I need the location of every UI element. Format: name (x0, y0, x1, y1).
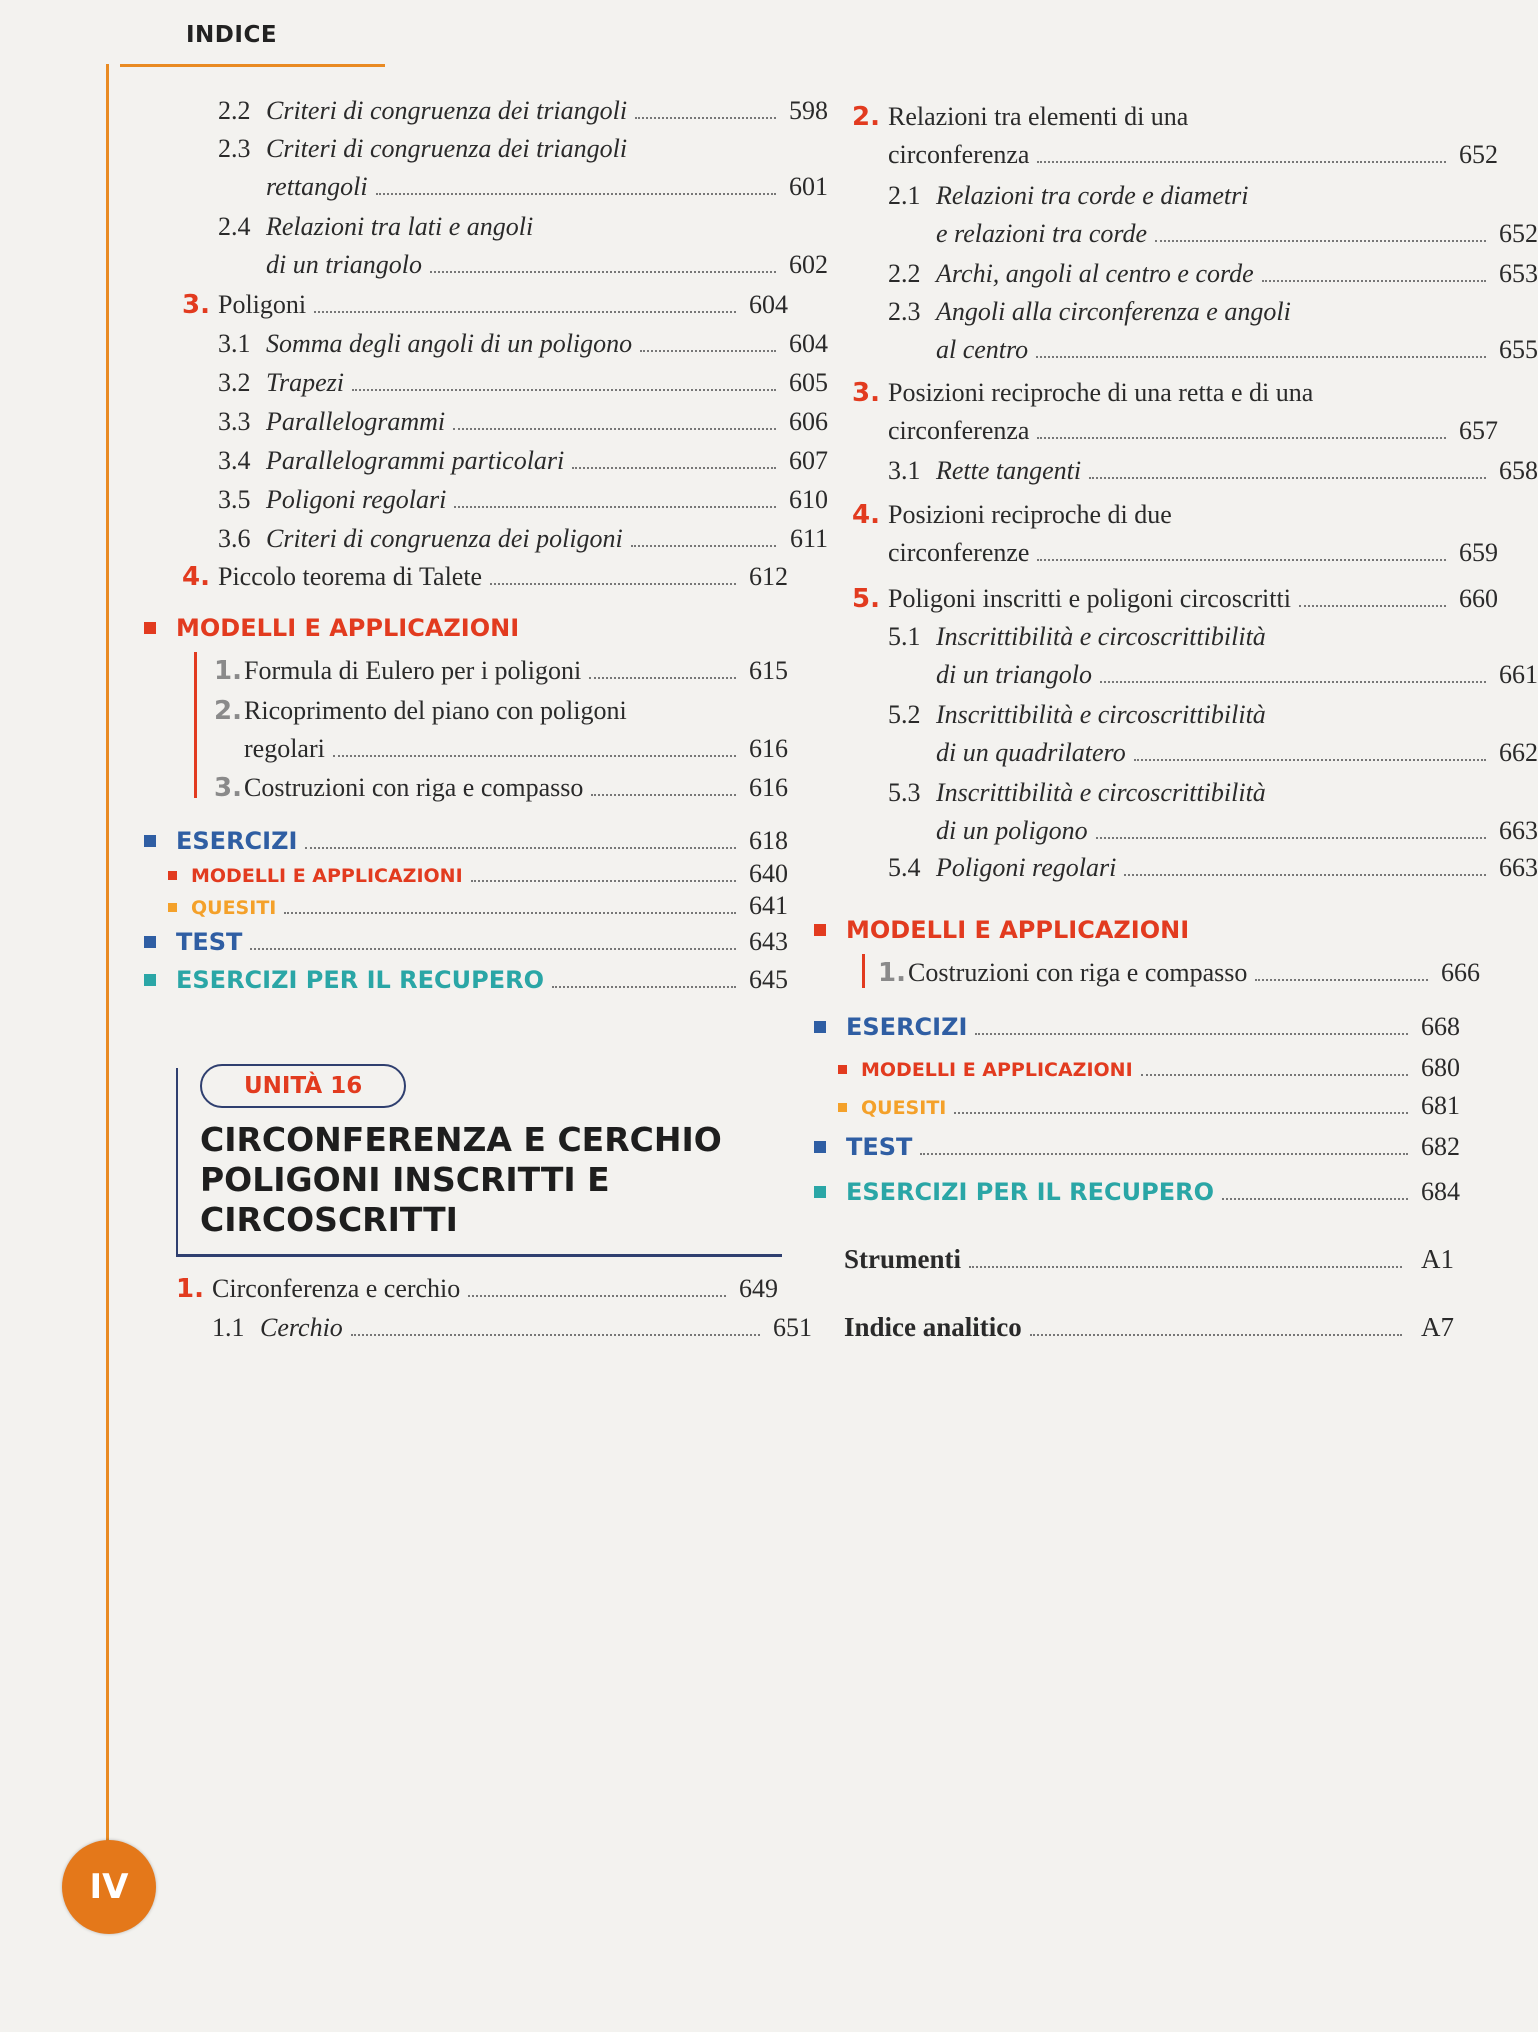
entry-title-cont: e relazioni tra corde (936, 219, 1148, 248)
toc-entry-indice-analitico[interactable] (844, 1312, 1454, 1344)
page-number: 598 (789, 96, 828, 125)
toc-entry[interactable]: 1. Formula di Eulero per i poligoni 615 (178, 652, 788, 690)
entry-title: Archi, angoli al centro e corde (936, 259, 1254, 288)
entry-title-cont: al centro (936, 335, 1029, 364)
page-number: 640 (749, 859, 788, 888)
red-square-icon (838, 1065, 847, 1074)
entry-title: Inscrittibilità e circoscrittibilità (936, 778, 1266, 807)
entry-title: Costruzioni con riga e compasso (908, 958, 1248, 987)
toc-entry-strumenti[interactable] (844, 1244, 1454, 1276)
toc-entry[interactable]: 5. Poligoni inscritti e poligoni circoscritti 660 (888, 580, 1498, 618)
entry-title: Somma degli angoli di un poligono (266, 329, 633, 358)
entry-title-cont: di un triangolo (936, 660, 1093, 689)
entry-title: Criteri di congruenza dei triangoli (266, 96, 628, 125)
unit-title (200, 1120, 760, 1240)
entry-title-cont: regolari (244, 734, 325, 763)
toc-entry[interactable]: 1. Costruzioni con riga e compasso 666 (842, 954, 1480, 992)
page-number: 604 (789, 329, 828, 358)
blue-square-icon (144, 936, 156, 948)
red-square-icon (814, 924, 826, 936)
toc-entry[interactable]: 1.1 Cerchio 651 (178, 1309, 812, 1347)
entry-title: Inscrittibilità e circoscrittibilità (936, 622, 1266, 651)
toc-entry[interactable]: 3.4 Parallelogrammi particolari 607 (178, 442, 828, 480)
toc-entry[interactable]: 3. Costruzioni con riga e compasso 616 (178, 769, 788, 807)
entry-title: Costruzioni con riga e compasso (244, 773, 584, 802)
entry-title: Posizioni reciproche di una retta e di una (888, 378, 1314, 407)
blue-square-icon (814, 1141, 826, 1153)
page-number: 661 (1499, 660, 1538, 689)
page-number: 681 (1421, 1091, 1460, 1120)
page-number: 606 (789, 407, 828, 436)
page-number: 607 (789, 446, 828, 475)
entry-title-cont: circonferenze (888, 538, 1030, 567)
page-number: 660 (1459, 584, 1498, 613)
entry-title: Circonferenza e cerchio (212, 1274, 461, 1303)
unit-title-line: CIRCONFERENZA E CERCHIO (200, 1120, 722, 1159)
toc-entry[interactable]: 1. Circonferenza e cerchio 649 (212, 1270, 778, 1308)
entry-title: Poligoni regolari (936, 853, 1117, 882)
entry-title-cont: rettangoli (266, 172, 368, 201)
blue-square-icon (814, 1021, 826, 1033)
entry-title: Trapezi (266, 368, 345, 397)
toc-entry[interactable]: 2.1 Relazioni tra corde e diametri e relazioni tra corde 652 (848, 177, 1538, 253)
section-esercizi[interactable]: ESERCIZI 668 (814, 1010, 1460, 1044)
entry-title: Posizioni reciproche di due (888, 500, 1172, 529)
page-number: 618 (749, 826, 788, 855)
header-rule (120, 64, 385, 67)
section-esercizi[interactable]: ESERCIZI 618 (144, 824, 788, 858)
entry-title: Piccolo teorema di Talete (218, 562, 483, 591)
page-number: 604 (749, 290, 788, 319)
toc-entry[interactable]: 2.2 Archi, angoli al centro e corde 653 (848, 255, 1538, 293)
entry-title: Angoli alla circonferenza e angoli (936, 297, 1291, 326)
entry-title: Formula di Eulero per i poligoni (244, 656, 582, 685)
entry-title: Parallelogrammi (266, 407, 446, 436)
toc-entry[interactable]: 3. Poligoni 604 (218, 286, 788, 324)
toc-entry[interactable]: 5.3 Inscrittibilità e circoscrittibilità di un poligono 663 (848, 774, 1538, 850)
entry-title: Relazioni tra elementi di una (888, 102, 1189, 131)
page-number: 643 (749, 927, 788, 956)
section-models-heading[interactable]: MODELLI E APPLICAZIONI (814, 913, 1189, 947)
entry-title: Relazioni tra corde e diametri (936, 181, 1249, 210)
page-number: 682 (1421, 1132, 1460, 1161)
entry-title-cont: di un poligono (936, 816, 1088, 845)
page-number: 602 (789, 250, 828, 279)
page-number: 658 (1499, 456, 1538, 485)
unit-label: UNITÀ 16 (200, 1064, 406, 1108)
red-square-icon (144, 622, 156, 634)
page-number: 659 (1459, 538, 1498, 567)
entry-title: Poligoni (218, 290, 307, 319)
entry-title-cont: di un quadrilatero (936, 738, 1126, 767)
entry-title: Criteri di congruenza dei poligoni (266, 524, 623, 553)
entry-title: Poligoni regolari (266, 485, 447, 514)
toc-entry[interactable]: 3.2 Trapezi 605 (178, 364, 828, 402)
page-number: 616 (749, 773, 788, 802)
page-number: 653 (1499, 259, 1538, 288)
entry-title: Relazioni tra lati e angoli (266, 212, 534, 241)
yellow-square-icon (168, 903, 177, 912)
page-number: 666 (1441, 958, 1480, 987)
toc-entry[interactable]: 2.3 Angoli alla circonferenza e angoli al centro 655 (848, 293, 1538, 369)
toc-entry[interactable]: 3. Posizioni reciproche di una retta e di una circonferenza 657 (888, 374, 1498, 450)
toc-entry[interactable]: 4. Piccolo teorema di Talete 612 (218, 558, 788, 596)
teal-square-icon (814, 1186, 826, 1198)
toc-entry[interactable]: 2. Ricoprimento del piano con poligoni regolari 616 (178, 692, 788, 768)
section-quesiti[interactable]: QUESITI 641 (168, 889, 788, 925)
page-number-badge: IV (62, 1840, 156, 1934)
toc-entry[interactable]: 3.6 Criteri di congruenza dei poligoni 611 (178, 520, 828, 558)
page-number: A1 (1421, 1244, 1454, 1274)
toc-entry[interactable]: 2.4 Relazioni tra lati e angoli di un triangolo 602 (178, 208, 828, 284)
page-number: 662 (1499, 738, 1538, 767)
entry-title: Strumenti (844, 1244, 961, 1274)
section-recupero[interactable]: ESERCIZI PER IL RECUPERO 645 (144, 963, 788, 997)
entry-title: Criteri di congruenza dei triangoli (266, 134, 628, 163)
toc-entry[interactable]: 4. Posizioni reciproche di due circonferenze 659 (888, 496, 1498, 572)
blue-square-icon (144, 835, 156, 847)
page-number: 641 (749, 891, 788, 920)
yellow-square-icon (838, 1103, 847, 1112)
page-number: 680 (1421, 1053, 1460, 1082)
entry-title: Indice analitico (844, 1312, 1022, 1342)
section-quesiti[interactable]: QUESITI 681 (838, 1089, 1460, 1125)
section-test[interactable]: TEST 643 (144, 925, 788, 959)
section-modelli[interactable]: MODELLI E APPLICAZIONI 640 (168, 857, 788, 893)
page-number: 615 (749, 656, 788, 685)
section-recupero[interactable]: ESERCIZI PER IL RECUPERO 684 (814, 1175, 1460, 1209)
toc-entry[interactable]: 2. Relazioni tra elementi di una circonferenza 652 (888, 98, 1498, 174)
page-number: A7 (1421, 1312, 1454, 1342)
page-number: 655 (1499, 335, 1538, 364)
page-number: 612 (749, 562, 788, 591)
page-number: 645 (749, 965, 788, 994)
section-models-heading[interactable]: MODELLI E APPLICAZIONI (144, 611, 519, 645)
page-number: 663 (1499, 853, 1538, 882)
toc-entry[interactable]: 5.1 Inscrittibilità e circoscrittibilità di un triangolo 661 (848, 618, 1538, 694)
toc-entry[interactable]: 3.1 Somma degli angoli di un poligono 604 (178, 325, 828, 363)
entry-title-cont: circonferenza (888, 140, 1030, 169)
toc-entry[interactable]: 2.2 Criteri di congruenza dei triangoli 598 (178, 92, 828, 130)
page-number: 657 (1459, 416, 1498, 445)
red-square-icon (168, 871, 177, 880)
page-number: 668 (1421, 1012, 1460, 1041)
margin-rule (106, 64, 109, 1869)
page-number: 663 (1499, 816, 1538, 845)
entry-title: Parallelogrammi particolari (266, 446, 565, 475)
page-number: 651 (773, 1313, 812, 1342)
toc-entry[interactable]: 3.1 Rette tangenti 658 (848, 452, 1538, 490)
toc-entry[interactable]: 5.4 Poligoni regolari 663 (848, 849, 1538, 887)
page-number: 649 (739, 1274, 778, 1303)
section-modelli[interactable]: MODELLI E APPLICAZIONI 680 (838, 1051, 1460, 1087)
page-number: 611 (789, 524, 828, 553)
unit-title-line: POLIGONI INSCRITTI E (200, 1160, 610, 1199)
page-number: 684 (1421, 1177, 1460, 1206)
page-number: 616 (749, 734, 788, 763)
entry-title-cont: circonferenza (888, 416, 1030, 445)
page-number: 610 (789, 485, 828, 514)
page-number: 652 (1459, 140, 1498, 169)
toc-entry[interactable]: 3.5 Poligoni regolari 610 (178, 481, 828, 519)
entry-title: Poligoni inscritti e poligoni circoscritti (888, 584, 1291, 613)
toc-entry[interactable]: 3.3 Parallelogrammi 606 (178, 403, 828, 441)
page-header-title: INDICE (186, 22, 278, 48)
teal-square-icon (144, 974, 156, 986)
entry-title: Inscrittibilità e circoscrittibilità (936, 700, 1266, 729)
toc-entry[interactable]: 2.3 Criteri di congruenza dei triangoli rettangoli 601 (178, 130, 828, 206)
entry-title: Cerchio (260, 1313, 343, 1342)
page-number: 601 (789, 172, 828, 201)
entry-title-cont: di un triangolo (266, 250, 423, 279)
entry-title: Rette tangenti (936, 456, 1082, 485)
entry-title: Ricoprimento del piano con poligoni (244, 696, 627, 725)
toc-entry[interactable]: 5.2 Inscrittibilità e circoscrittibilità di un quadrilatero 662 (848, 696, 1538, 772)
section-test[interactable]: TEST 682 (814, 1130, 1460, 1164)
page-number: 605 (789, 368, 828, 397)
page-number: 652 (1499, 219, 1538, 248)
unit-title-line: CIRCOSCRITTI (200, 1200, 458, 1239)
